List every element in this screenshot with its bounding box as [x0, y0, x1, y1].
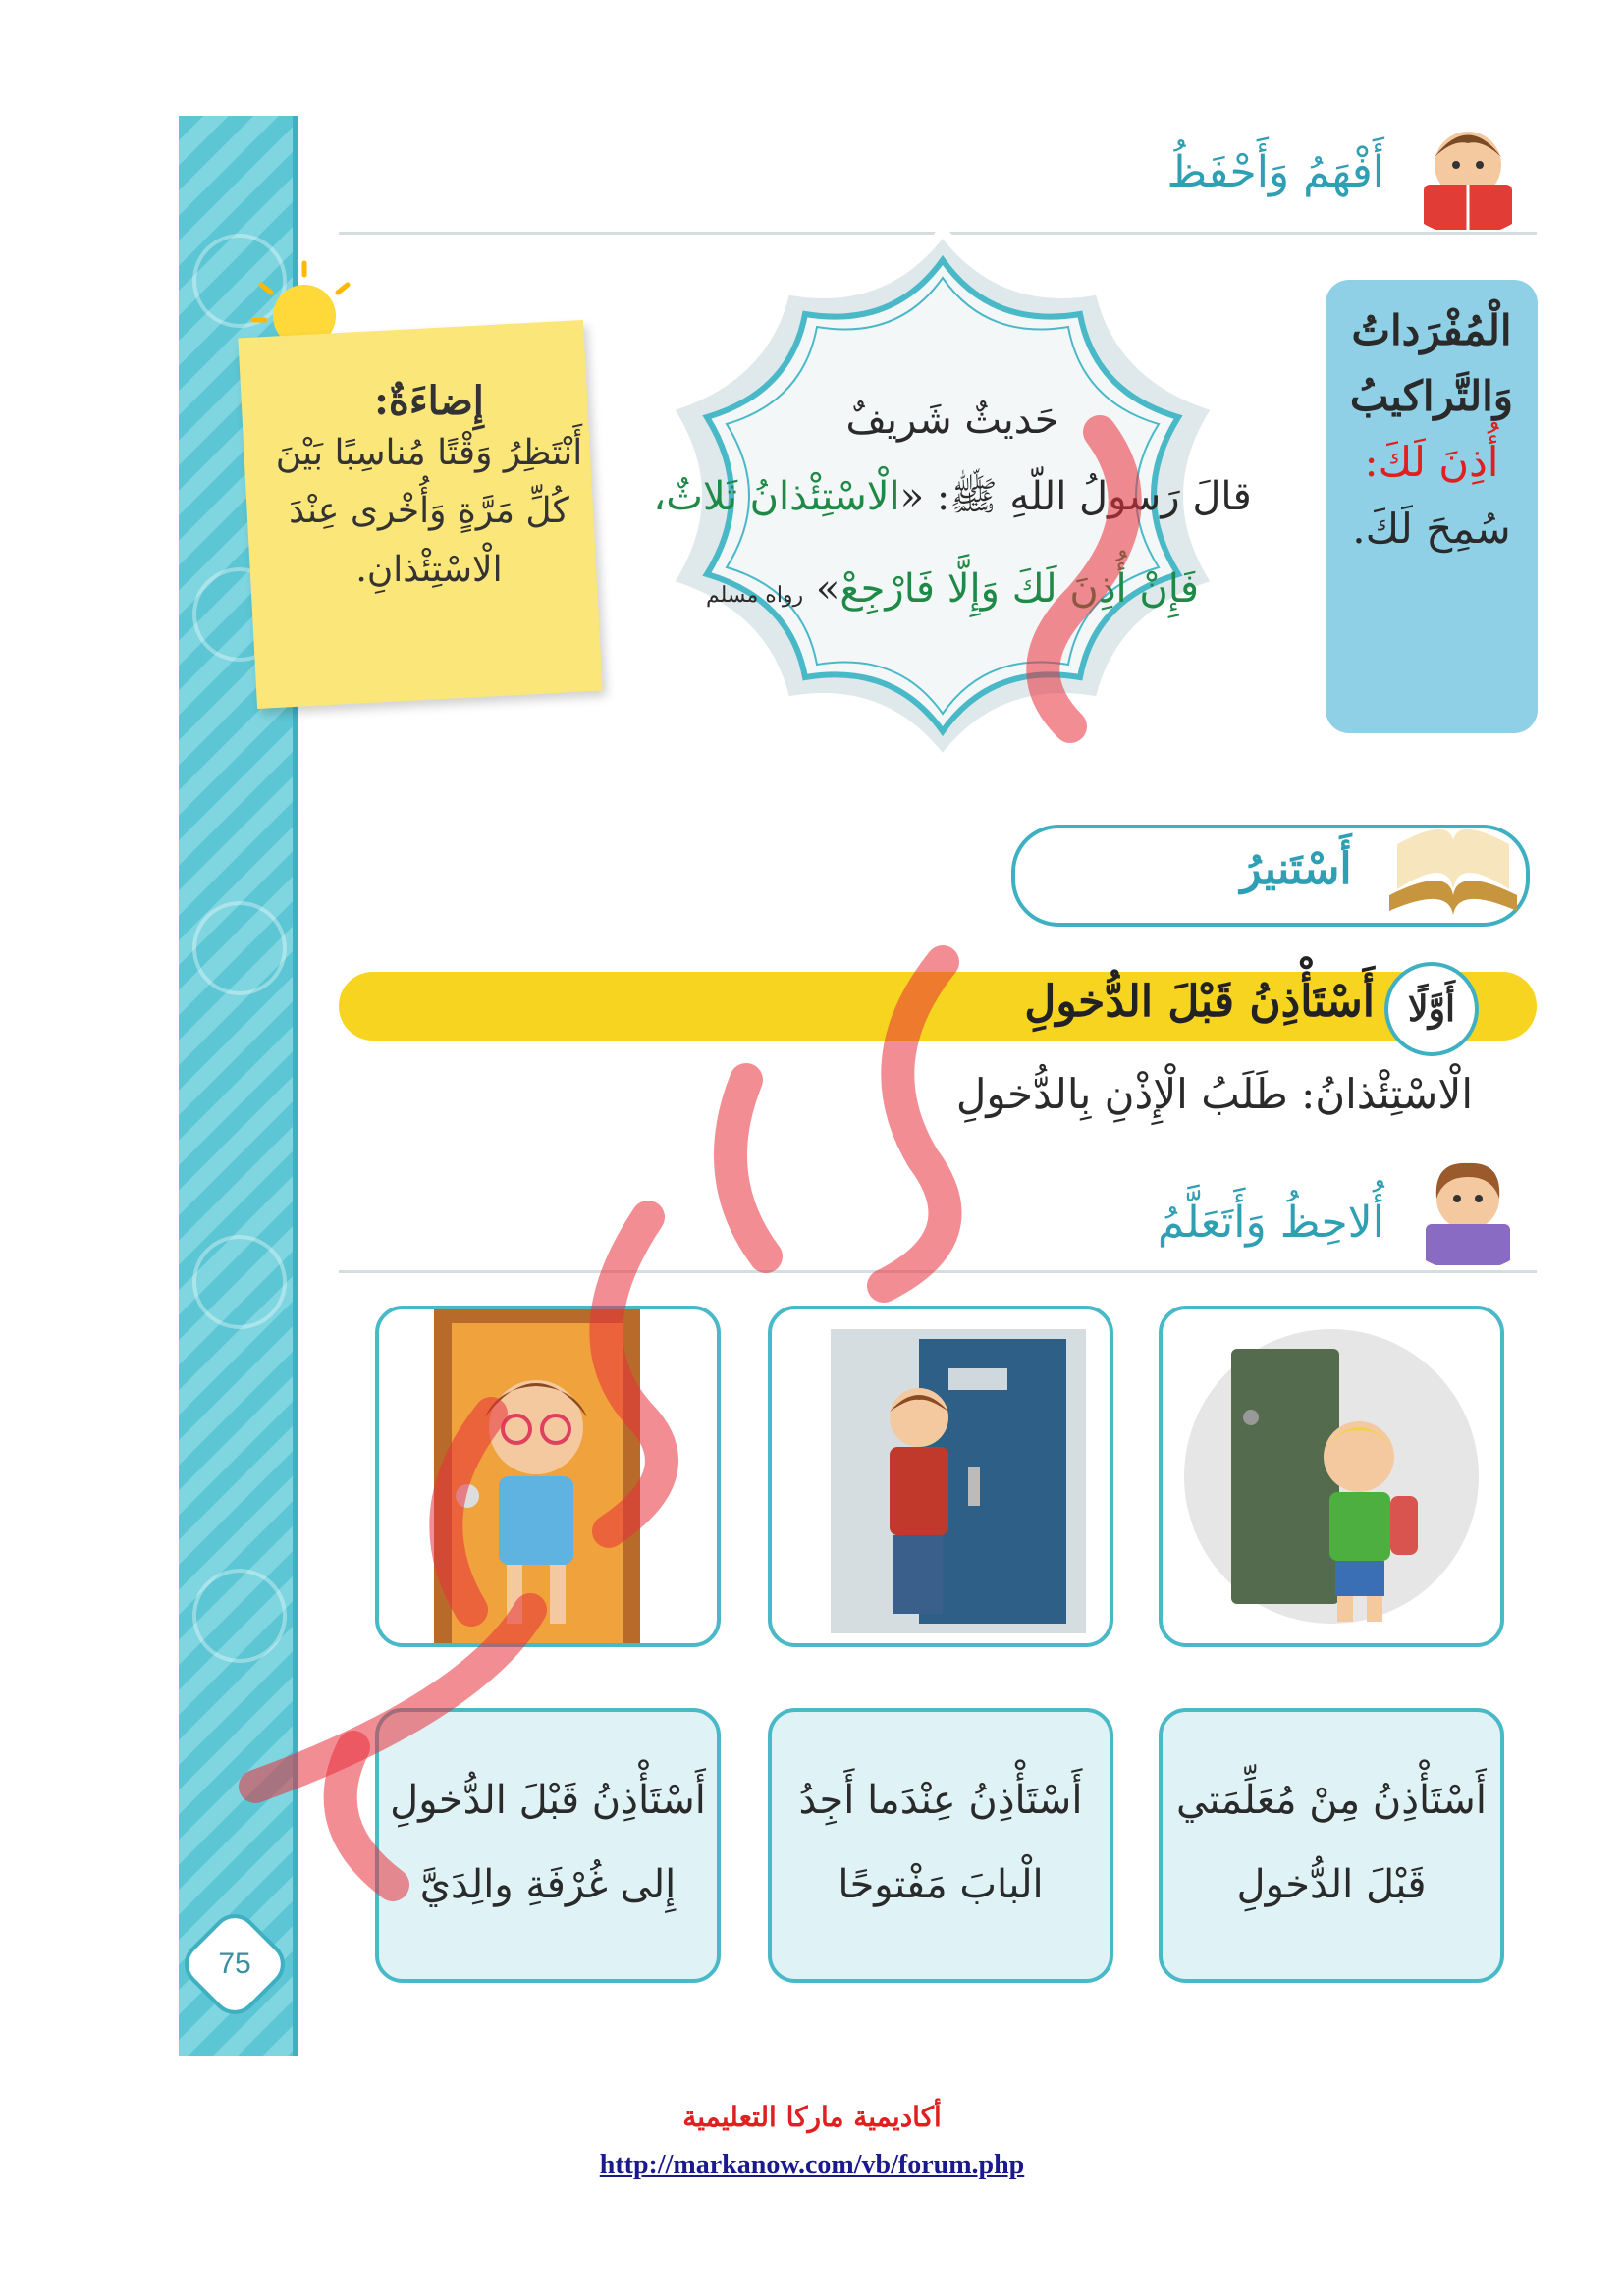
vocab-term: أُذِنَ لَكَ:: [1364, 438, 1499, 487]
picture-card-open-door: [768, 1306, 1113, 1647]
boy-knocking-illustration: [1163, 1309, 1500, 1643]
vocab-title-line2: وَالتَّراكيبُ: [1349, 372, 1514, 421]
lesson-badge: أَوَّلًا: [1384, 962, 1479, 1056]
boy-open-door-illustration: [772, 1309, 1110, 1643]
caption-card-open-door: [768, 1708, 1113, 1983]
hadith-source: رواه مسلم: [705, 583, 804, 608]
boy-reading-icon: [1394, 118, 1542, 236]
vocabulary-box: [1326, 280, 1538, 733]
caption-line2: إِلى غُرْفَةِ والِدَيَّ: [419, 1862, 677, 1907]
hadith-title: حَديثٌ شَريفٌ: [845, 398, 1059, 443]
tip-body: أَنْتَظِرُ وَقْتًا مُناسِبًا بَيْنَ كُلِّ مَرَّةٍ وَأُخْرى عِنْدَ الْاسْتِئْذانِ.: [275, 433, 583, 590]
caption-line2: قَبْلَ الدُّخولِ: [1236, 1862, 1427, 1907]
hadith-line2-quote: فَإِنْ أُذِنَ لَكَ وَإِلَّا فَارْجِعْ: [839, 566, 1200, 612]
hadith-line1: [628, 472, 1276, 529]
vocab-title-line1: الْمُفْرَداتُ: [1351, 306, 1512, 354]
vocab-meaning: سُمِحَ لَكَ.: [1352, 504, 1511, 553]
caption-card-teacher: [1159, 1708, 1504, 1983]
strip-ornament: [192, 1569, 287, 1663]
page-number: 75: [218, 1948, 251, 1980]
tip-title: إِضاءَةٌ:: [374, 378, 484, 424]
footer-link[interactable]: http://markanow.com/vb/forum.php: [599, 2150, 1025, 2180]
girl-at-door-illustration: [379, 1309, 717, 1643]
caption-line2: الْبابَ مَفْتوحًا: [838, 1862, 1044, 1907]
hadith-line1-quote: الْاسْتِئْذانُ ثَلاثٌ،: [653, 474, 900, 519]
picture-card-teacher: [1159, 1306, 1504, 1647]
open-book-icon: [1380, 817, 1527, 927]
picture-card-parents-room: [375, 1306, 721, 1647]
hadith-line2: [628, 566, 1276, 612]
hadith-line2-suffix: »: [815, 566, 840, 612]
caption-card-parents-room: [375, 1708, 721, 1983]
strip-ornament: [192, 1235, 287, 1329]
footer-organization: أكاديمية ماركا التعليمية: [682, 2101, 942, 2133]
lesson-definition: الْاسْتِئْذانُ: طَلَبُ الْإِذْنِ بِالدُّخولِ: [955, 1070, 1473, 1118]
caption-line1: أَسْتَأْذِنُ عِنْدَما أَجِدُ: [798, 1778, 1083, 1823]
observe-divider: [339, 1270, 1537, 1273]
caption-line1: أَسْتَأْذِنُ قَبْلَ الدُّخولِ: [390, 1778, 706, 1823]
hadith-text: [628, 398, 1276, 612]
section-title-explore: أَسْتَنيرُ: [1240, 844, 1352, 894]
caption-line1: أَسْتَأْذِنُ مِنْ مُعَلِّمَتي: [1176, 1778, 1487, 1823]
girl-reading-icon: [1394, 1153, 1542, 1271]
tip-text-block: [267, 378, 591, 599]
lesson-title: أَسْتَأْذِنُ قَبْلَ الدُّخولِ: [1024, 977, 1375, 1027]
hadith-line1-prefix: قالَ رَسولُ اللّهِ ﷺ: «: [899, 474, 1252, 519]
section-title-observe: أُلاحِظُ وَأَتَعَلَّمُ: [1157, 1198, 1384, 1248]
section-title-understand: أَفْهَمُ وَأَحْفَظُ: [1166, 147, 1384, 197]
strip-ornament: [192, 901, 287, 995]
